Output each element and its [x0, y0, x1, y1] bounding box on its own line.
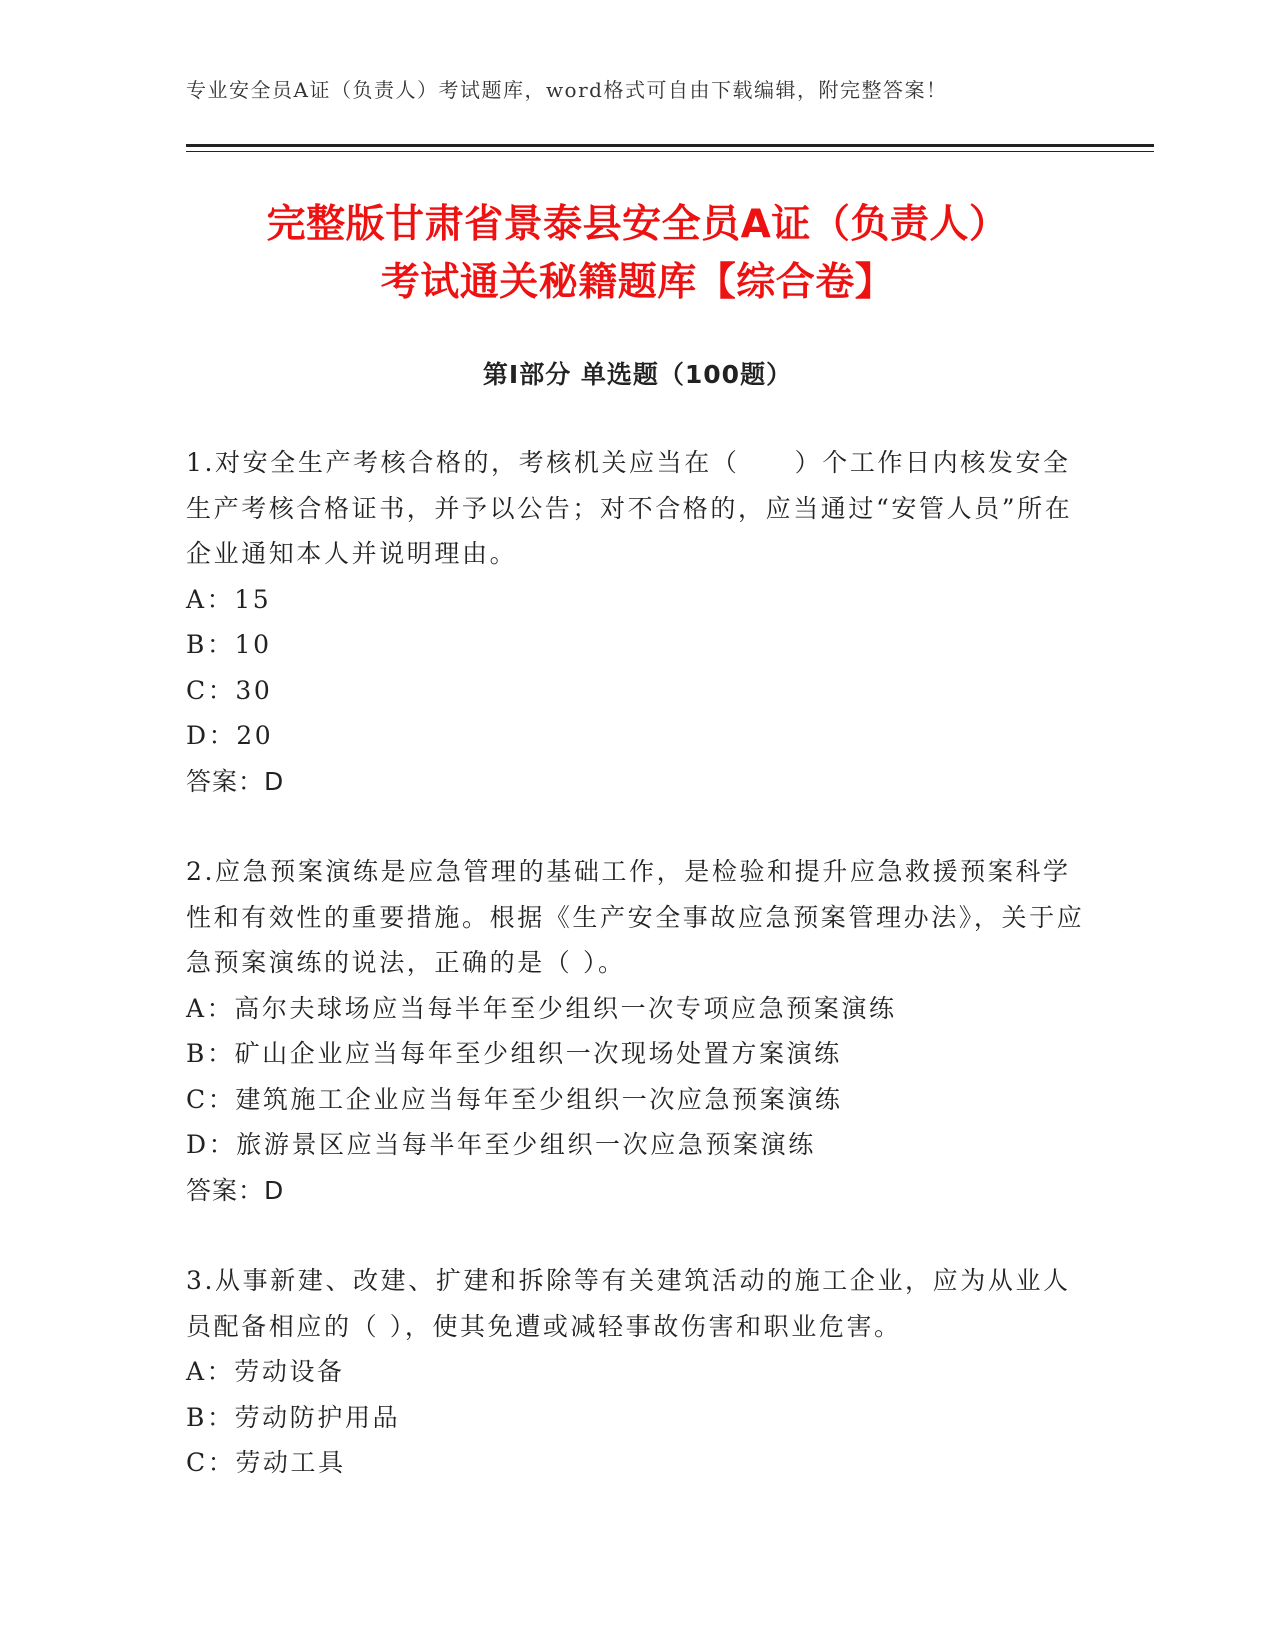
option-a: A：15: [186, 584, 272, 614]
answer: 答案：D: [186, 1175, 285, 1205]
question-1: [186, 440, 1086, 804]
option-d: D：20: [186, 721, 274, 750]
question-stem: 2.应急预案演练是应急管理的基础工作，是检验和提升应急救援预案科学性和有效性的重要措施。根据《生产安全事故应急预案管理办法》，关于应急预案演练的说法，正确的是（ ）。: [186, 857, 1085, 977]
answer: 答案：D: [186, 766, 285, 796]
question-2: [186, 849, 1086, 1213]
option-b: B：劳动防护用品: [186, 1402, 401, 1432]
header-rule-thick: [186, 144, 1154, 147]
document-title: [150, 196, 1125, 312]
section-title: 第Ⅰ部分 单选题（100题）: [482, 360, 793, 389]
question-3: [186, 1258, 1086, 1486]
option-a: A：劳动设备: [186, 1357, 345, 1386]
title-line-1: 完整版甘肃省景泰县安全员A证（负责人）: [266, 202, 1009, 247]
option-b: B：矿山企业应当每年至少组织一次现场处置方案演练: [186, 1039, 842, 1068]
option-c: C：30: [186, 675, 273, 705]
title-line-2: 考试通关秘籍题库【综合卷】: [380, 260, 895, 305]
option-a: A：高尔夫球场应当每半年至少组织一次专项应急预案演练: [186, 993, 897, 1023]
option-d: D：旅游景区应当每半年至少组织一次应急预案演练: [186, 1130, 816, 1159]
option-c: C：劳动工具: [186, 1448, 346, 1477]
question-stem: 1.对安全生产考核合格的，考核机关应当在（ ）个工作日内核发安全生产考核合格证书，并予以公告；对不合格的，应当通过“安管人员”所在企业通知本人并说明理由。: [186, 448, 1073, 568]
option-b: B：10: [186, 630, 272, 659]
header-rule-thin: [186, 151, 1154, 152]
header-note: 专业安全员A证（负责人）考试题库，word格式可自由下载编辑，附完整答案！: [186, 78, 948, 102]
option-c: C：建筑施工企业应当每年至少组织一次应急预案演练: [186, 1084, 843, 1114]
question-list: [186, 440, 1086, 1531]
question-stem: 3.从事新建、改建、扩建和拆除等有关建筑活动的施工企业，应为从业人员配备相应的（ ），使其免遭或减轻事故伤害和职业危害。: [186, 1266, 1071, 1341]
